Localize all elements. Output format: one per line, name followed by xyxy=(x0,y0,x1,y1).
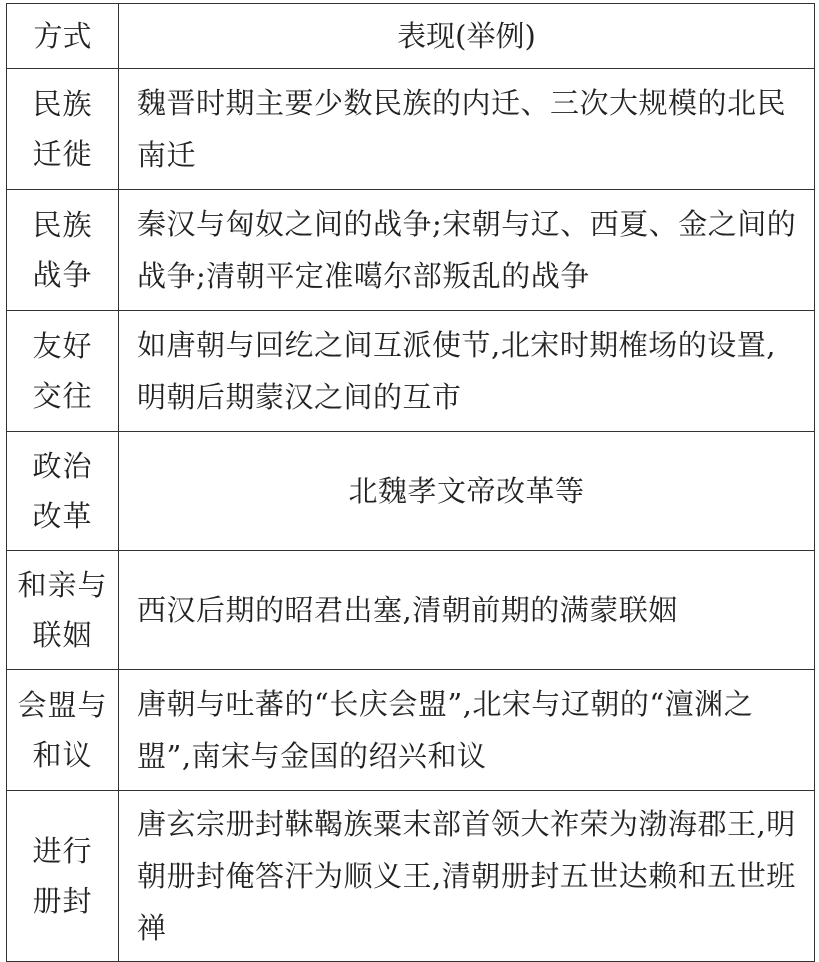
example-cell: 秦汉与匈奴之间的战争;宋朝与辽、西夏、金之间的战争;清朝平定准噶尔部叛乱的战争 xyxy=(119,190,815,311)
table-row xyxy=(7,670,815,791)
header-method: 方式 xyxy=(7,4,119,69)
header-row xyxy=(7,4,815,69)
method-cell xyxy=(7,551,119,670)
method-cell xyxy=(7,670,119,791)
example-cell: 唐朝与吐蕃的“长庆会盟”,北宋与辽朝的“澶渊之盟”,南宋与金国的绍兴和议 xyxy=(119,670,815,791)
example-cell: 北魏孝文帝改革等 xyxy=(119,432,815,551)
method-line: 联姻 xyxy=(32,618,93,652)
method-line: 友好 xyxy=(32,329,93,363)
header-example: 表现(举例) xyxy=(119,4,815,69)
example-cell: 如唐朝与回纥之间互派使节,北宋时期榷场的设置,明朝后期蒙汉之间的互市 xyxy=(119,311,815,432)
example-cell: 唐玄宗册封靺鞨族粟末部首领大祚荣为渤海郡王,明朝册封俺答汗为顺义王,清朝册封五世达赖和五世班禅 xyxy=(119,791,815,962)
method-line: 交往 xyxy=(32,379,93,413)
method-line: 民族 xyxy=(32,87,93,121)
table-row xyxy=(7,311,815,432)
method-cell xyxy=(7,432,119,551)
method-line: 改革 xyxy=(32,499,93,533)
method-line: 迁徙 xyxy=(32,137,93,171)
table-row xyxy=(7,432,815,551)
ethnic-relations-table xyxy=(6,3,815,962)
method-line: 和议 xyxy=(32,738,93,772)
method-line: 战争 xyxy=(32,258,93,292)
table-row xyxy=(7,69,815,190)
method-line: 民族 xyxy=(32,208,93,242)
method-line: 政治 xyxy=(32,449,93,483)
method-line: 和亲与 xyxy=(17,568,108,602)
example-cell: 魏晋时期主要少数民族的内迁、三次大规模的北民南迁 xyxy=(119,69,815,190)
method-cell xyxy=(7,311,119,432)
method-cell xyxy=(7,791,119,962)
example-cell: 西汉后期的昭君出塞,清朝前期的满蒙联姻 xyxy=(119,551,815,670)
method-line: 册封 xyxy=(32,884,93,918)
method-cell xyxy=(7,69,119,190)
method-line: 会盟与 xyxy=(17,688,108,722)
table-row xyxy=(7,551,815,670)
table-row xyxy=(7,791,815,962)
method-cell xyxy=(7,190,119,311)
method-line: 进行 xyxy=(32,834,93,868)
table-row xyxy=(7,190,815,311)
